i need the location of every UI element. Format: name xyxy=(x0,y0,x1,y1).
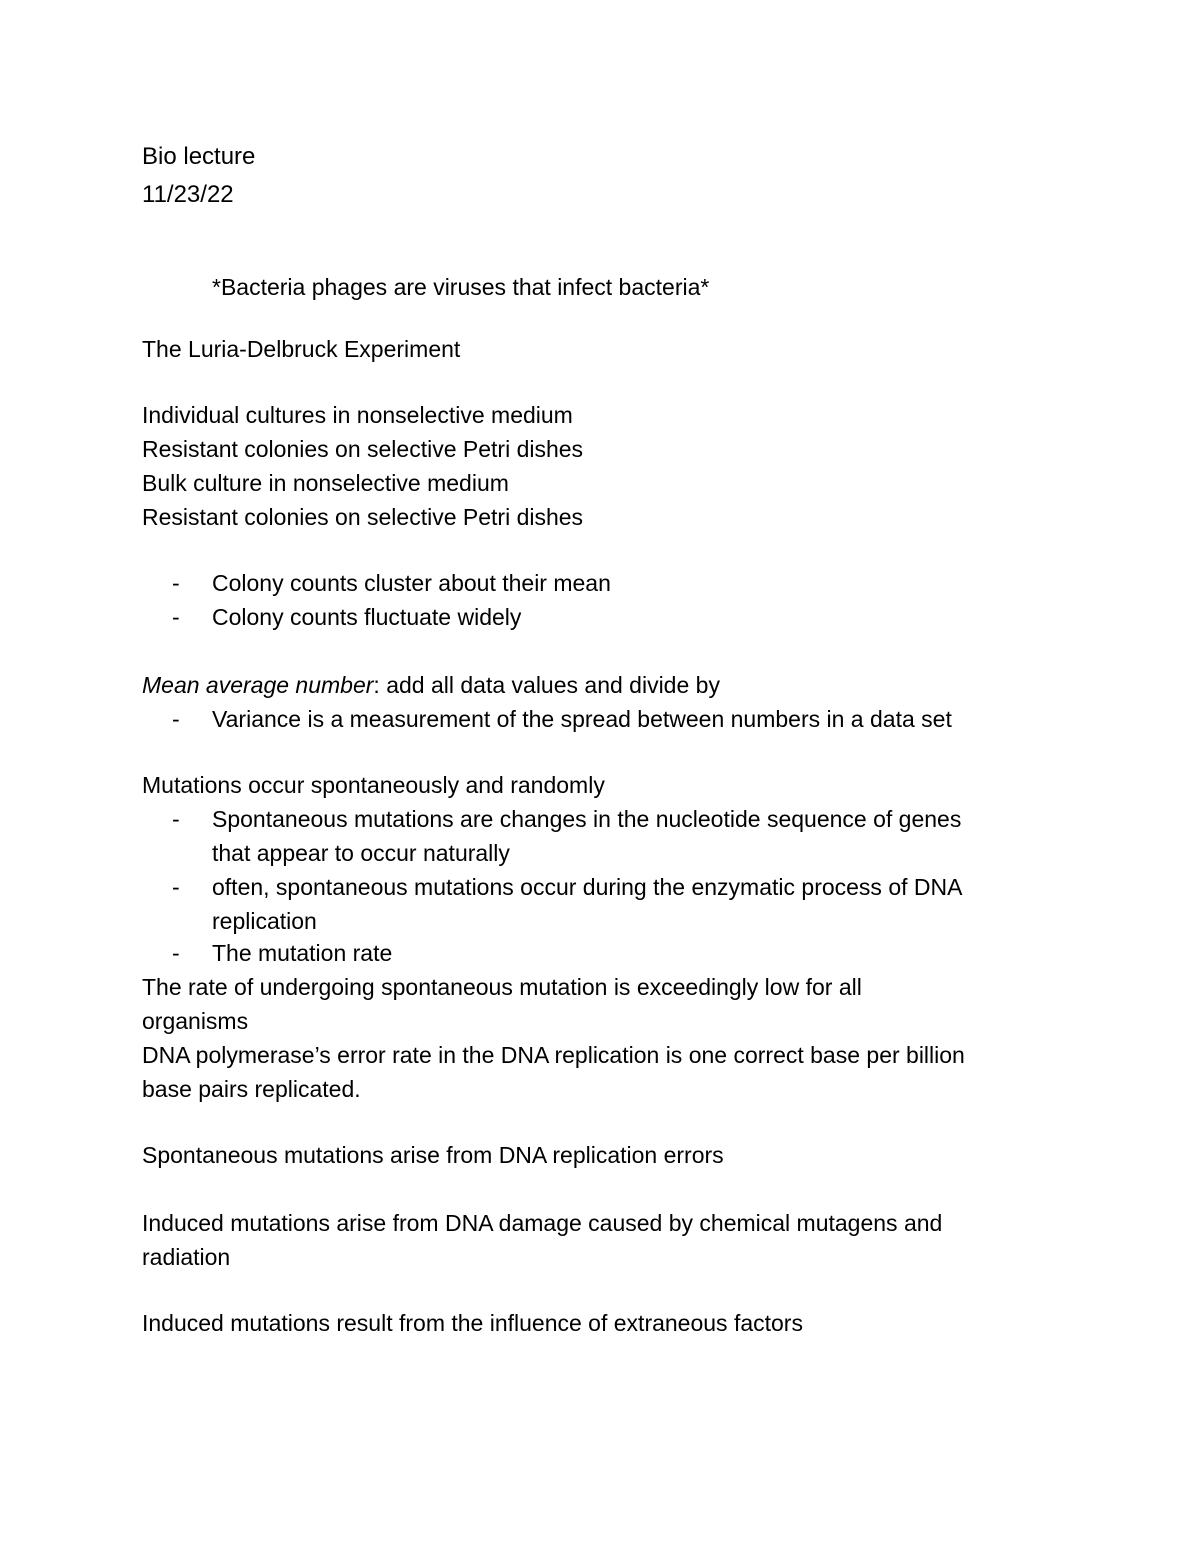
polymerase-paragraph: DNA polymerase’s error rate in the DNA replication is one correct base per billion xyxy=(142,1042,965,1068)
doc-title: Bio lecture xyxy=(142,143,256,170)
result-item: Colony counts cluster about their mean xyxy=(212,570,611,596)
experiment-step: Bulk culture in nonselective medium xyxy=(142,470,509,496)
rate-paragraph: The rate of undergoing spontaneous mutation is exceedingly low for all xyxy=(142,974,862,1000)
mutation-bullet-continued: replication xyxy=(212,908,317,934)
mutation-bullet: The mutation rate xyxy=(212,940,393,966)
bullet-dash: - xyxy=(172,604,180,630)
experiment-step: Individual cultures in nonselective medium xyxy=(142,402,573,428)
experiment-step: Resistant colonies on selective Petri dishes xyxy=(142,436,584,462)
spontaneous-statement: Spontaneous mutations arise from DNA replication errors xyxy=(142,1142,724,1168)
induced-statement: Induced mutations arise from DNA damage caused by chemical mutagens and xyxy=(142,1210,943,1236)
mean-term: Mean average number xyxy=(142,672,374,698)
bullet-dash: - xyxy=(172,570,180,596)
mutation-bullet: often, spontaneous mutations occur during the enzymatic process of DNA xyxy=(212,874,963,900)
mean-definition xyxy=(142,668,720,702)
polymerase-paragraph-continued: base pairs replicated. xyxy=(142,1076,361,1102)
bullet-dash: - xyxy=(172,806,180,832)
mutations-heading: Mutations occur spontaneously and randomly xyxy=(142,772,605,798)
mean-definition-text: : add all data values and divide by xyxy=(373,672,720,698)
experiment-heading: The Luria-Delbruck Experiment xyxy=(142,336,461,362)
phage-note: *Bacteria phages are viruses that infect bacteria* xyxy=(212,274,710,300)
induced-statement-continued: radiation xyxy=(142,1244,231,1270)
rate-paragraph-continued: organisms xyxy=(142,1008,249,1034)
induced-influence-statement: Induced mutations result from the influence of extraneous factors xyxy=(142,1310,803,1336)
doc-date: 11/23/22 xyxy=(142,181,234,208)
bullet-dash: - xyxy=(172,706,180,732)
bullet-dash: - xyxy=(172,940,180,966)
variance-item: Variance is a measurement of the spread between numbers in a data set xyxy=(212,706,952,732)
result-item: Colony counts fluctuate widely xyxy=(212,604,522,630)
mutation-bullet-continued: that appear to occur naturally xyxy=(212,840,510,866)
mutation-bullet: Spontaneous mutations are changes in the nucleotide sequence of genes xyxy=(212,806,962,832)
experiment-step: Resistant colonies on selective Petri dishes xyxy=(142,504,584,530)
bullet-dash: - xyxy=(172,874,180,900)
